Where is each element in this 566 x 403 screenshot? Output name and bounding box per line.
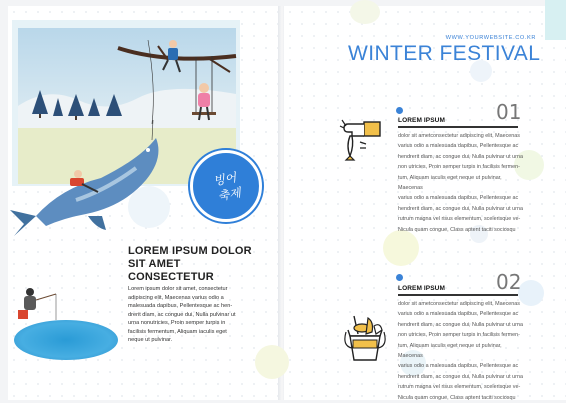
body-line: rutrum magna vel risus elementum, scelerisque ve- <box>398 384 521 391</box>
section-title: LOREM IPSUM <box>398 117 445 124</box>
headline-line-2: SIT AMET CONSECTETUR <box>128 258 214 283</box>
festival-title: WINTER FESTIVAL <box>348 42 541 65</box>
section-divider <box>398 126 518 128</box>
svg-text:빙어: 빙어 <box>212 170 238 189</box>
body-line: Nicula quam congue, Class aptent taciti sociosqu <box>398 226 516 233</box>
section-title: LOREM IPSUM <box>398 285 445 292</box>
giant-fish-icon <box>6 118 176 238</box>
paragraph-line: adipiscing elit, Maecenas varius odio a <box>128 294 224 301</box>
decor-circle <box>383 230 419 266</box>
body-line: Nicula quam congue, Class aptent taciti sociosqu <box>398 394 516 401</box>
fish-bucket-icon <box>344 312 388 366</box>
section-bullet-dot <box>396 107 403 114</box>
fish-catch-icon <box>338 116 382 162</box>
paragraph-line: Lorem ipsum dolor sit amet, consectetur <box>128 286 228 292</box>
section-divider <box>398 294 518 296</box>
headline-line-1: LOREM IPSUM DOLOR <box>128 245 252 257</box>
paragraph-line: urna nonutricies, Proin semper turpis in <box>128 320 226 326</box>
body-line: varius odio a malesuada dapibus, Pellentesque ac <box>398 195 519 202</box>
body-line: varius odio a malesuada dapibus, Pellentesque ac <box>398 363 519 370</box>
body-line: rutrum magna vel risus elementum, scelerisque ve- <box>398 216 521 223</box>
decor-circle <box>545 0 566 40</box>
body-line: tum, Aliquam iaculis eget neque ut pulvinar, Maecenas <box>398 174 502 192</box>
svg-text:축제: 축제 <box>216 185 242 204</box>
body-line: dolor sit ametconsectetur adipiscing elit, Maecenas <box>398 133 520 139</box>
paragraph-line: drerit diam, ac congue dui, Nulla pulvinar ut <box>128 311 236 318</box>
paragraph-line: malesuada dapibus, Pellentesque ac hen- <box>128 303 233 309</box>
left-headline <box>128 245 268 284</box>
seal-lettering-icon <box>193 153 259 219</box>
ice-fisherman-icon <box>12 284 62 324</box>
section-number: 02 <box>496 270 522 294</box>
body-line: dolor sit ametconsectetur adipiscing elit, Maecenas <box>398 301 520 307</box>
website-url[interactable]: WWW.YOURWEBSITE.CO.KR <box>445 35 536 41</box>
left-paragraph <box>128 285 273 345</box>
body-line: hendrerit diam, ac congue dui, Nulla pulvinar ut urna <box>398 321 523 328</box>
body-line: hendrerit diam, ac congue dui, Nulla pulvinar ut urna <box>398 205 523 212</box>
section-body <box>398 131 526 235</box>
paragraph-line: neque ut pulvinar. <box>128 337 173 343</box>
body-line: varius odio a malesuada dapibus, Pellentesque ac <box>398 311 519 318</box>
decor-circle <box>255 345 289 379</box>
body-line: tum, Aliquam iaculis eget neque ut pulvinar, Maecenas <box>398 342 502 360</box>
festival-seal-badge <box>190 150 262 222</box>
body-line: varius odio a malesuada dapibus, Pellentesque ac <box>398 143 519 150</box>
body-line: non utricies, Proin semper turpis in facilisis fermen- <box>398 332 520 339</box>
body-line: hendrerit diam, ac congue dui, Nulla pulvinar ut urna <box>398 153 523 160</box>
body-line: hendrerit diam, ac congue dui, Nulla pulvinar ut urna <box>398 373 523 380</box>
body-line: non utricies, Proin semper turpis in facilisis fermen- <box>398 164 520 171</box>
section-body <box>398 299 526 401</box>
paragraph-line: facilisis fermentum, Aliquam iaculis eget <box>128 328 227 335</box>
decor-circle <box>350 0 380 24</box>
section-number: 01 <box>496 100 522 124</box>
section-bullet-dot <box>396 274 403 281</box>
ice-pond <box>14 320 118 360</box>
